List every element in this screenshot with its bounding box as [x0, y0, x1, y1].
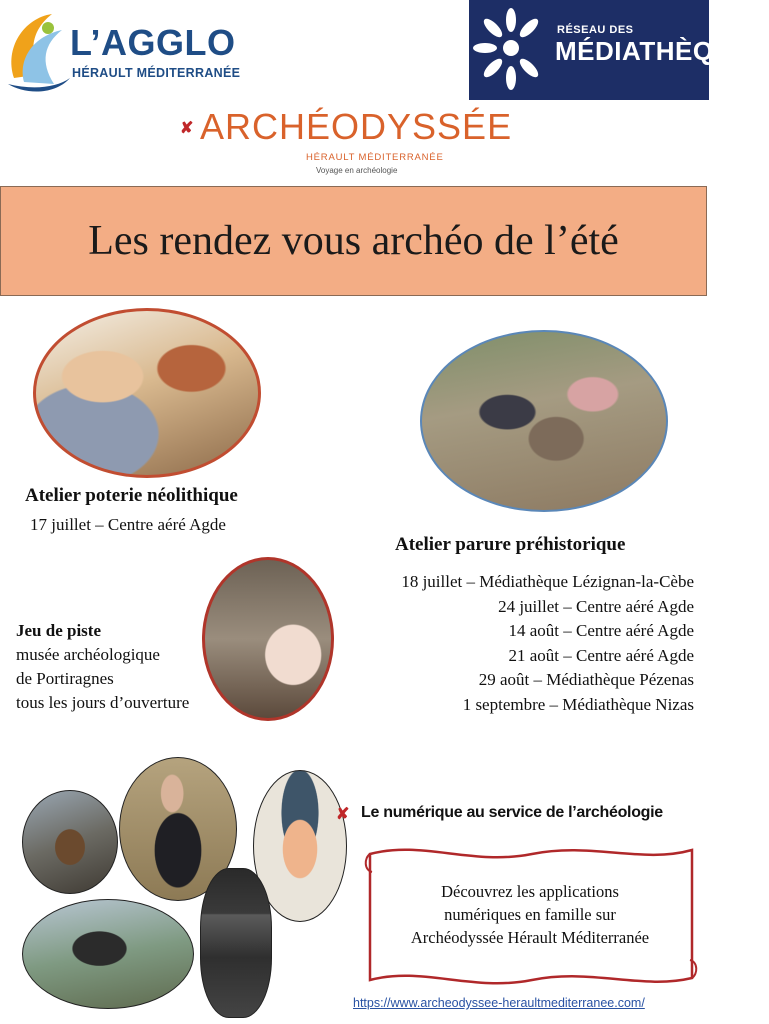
marmotte-photo: [22, 790, 118, 894]
agglo-wave-icon: [4, 8, 74, 96]
parure-title: Atelier parure préhistorique: [395, 534, 626, 555]
numerique-message: [380, 880, 680, 949]
website-link[interactable]: https://www.archeodyssee-heraultmediterranee.com/: [353, 996, 645, 1010]
archeo-title: ARCHÉODYSSÉE: [200, 106, 513, 147]
poterie-date: 17 juillet – Centre aéré Agde: [30, 515, 226, 534]
numerique-line: numériques en famille sur: [444, 905, 616, 924]
archeodyssee-logo: [180, 104, 513, 184]
archeo-tagline: Voyage en archéologie: [316, 166, 398, 175]
poterie-photo: [33, 308, 261, 478]
smartphone-photo: [22, 899, 194, 1009]
numerique-cross-icon: ✘: [336, 806, 350, 823]
parure-date-row: 18 juillet – Médiathèque Lézignan-la-Cèbe: [401, 572, 694, 591]
agglo-name: L’AGGLO: [70, 22, 236, 63]
application-screen-photo: [200, 868, 272, 1018]
piste-title: Jeu de piste: [16, 621, 101, 640]
numerique-line: Découvrez les applications: [441, 882, 619, 901]
reseau-mediatheques-logo: [469, 0, 769, 100]
parure-date-row: 29 août – Médiathèque Pézenas: [478, 670, 694, 690]
piste-line: musée archéologique: [16, 645, 160, 664]
parure-date-row: 1 septembre – Médiathèque Nizas: [462, 694, 694, 714]
parure-date-row: 14 août – Centre aéré Agde: [508, 621, 694, 641]
piste-line: tous les jours d’ouverture: [16, 693, 190, 712]
page-title: Les rendez vous archéo de l’été: [88, 218, 619, 264]
agglo-logo: [4, 8, 244, 98]
numerique-title: Le numérique au service de l’archéologie: [361, 804, 663, 821]
parure-date-row: 24 juillet – Centre aéré Agde: [498, 596, 694, 616]
flower-icon: [471, 6, 551, 96]
parure-date-row: 21 août – Centre aéré Agde: [508, 645, 694, 665]
poterie-title: Atelier poterie néolithique: [25, 485, 238, 506]
reseau-top-text: RÉSEAU DES: [557, 24, 634, 36]
agglo-subtitle: HÉRAULT MÉDITERRANÉE: [72, 66, 241, 80]
archeo-subtitle: HÉRAULT MÉDITERRANÉE: [306, 152, 444, 163]
archeo-cross-icon: ✘: [180, 120, 194, 137]
parure-photo: [420, 330, 668, 512]
parure-dates-list: [300, 570, 694, 718]
title-banner: [0, 186, 707, 296]
numerique-line: Archéodyssée Hérault Méditerranée: [410, 928, 650, 947]
piste-line: de Portiragnes: [16, 669, 114, 688]
reseau-main-text: MÉDIATHÈQUES: [555, 36, 769, 66]
